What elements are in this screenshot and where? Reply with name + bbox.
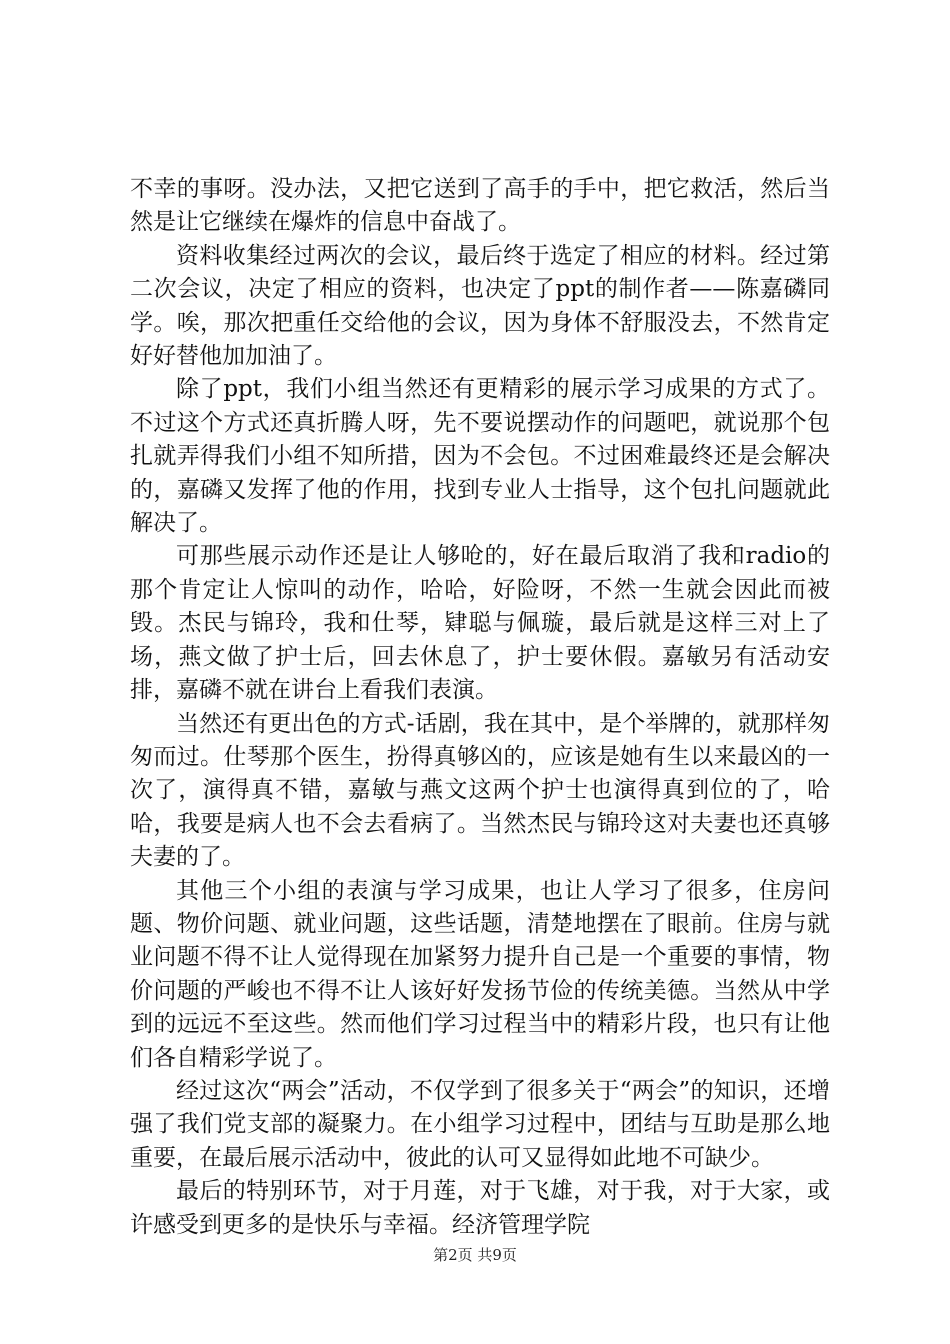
paragraph-2: 资料收集经过两次的会议，最后终于选定了相应的材料。经过第二次会议，决定了相应的资料，也决定了ppt的制作者——陈嘉磷同学。唉，那次把重任交给他的会议，因为身体不舒服没去，不然肯定好好替他加加油了。 bbox=[130, 242, 830, 370]
paragraph-1: 不幸的事呀。没办法，又把它送到了高手的手中，把它救活，然后当然是让它继续在爆炸的信息中奋战了。 bbox=[130, 176, 830, 236]
page-number-footer: 第2页 共9页 bbox=[433, 1246, 517, 1264]
paragraph-7: 经过这次“两会”活动，不仅学到了很多关于“两会”的知识，还增强了我们党支部的凝聚力。在小组学习过程中，团结与互助是那么地重要，在最后展示活动中，彼此的认可又显得如此地不可缺少。 bbox=[130, 1077, 830, 1171]
paragraph-5: 当然还有更出色的方式-话剧，我在其中，是个举牌的，就那样匆匆而过。仕琴那个医生，扮得真够凶的，应该是她有生以来最凶的一次了，演得真不错，嘉敏与燕文这两个护士也演得真到位的了，哈哈，我要是病人也不会去看病了。当然杰民与锦玲这对夫妻也还真够夫妻的了。 bbox=[130, 710, 830, 871]
paragraph-8: 最后的特别环节，对于月莲，对于飞雄，对于我，对于大家，或许感受到更多的是快乐与幸福。经济管理学院 bbox=[130, 1178, 830, 1238]
document-body bbox=[130, 173, 830, 1242]
paragraph-3: 除了ppt，我们小组当然还有更精彩的展示学习成果的方式了。不过这个方式还真折腾人呀，先不要说摆动作的问题吧，就说那个包扎就弄得我们小组不知所措，因为不会包。不过困难最终还是会解决的，嘉磷又发挥了他的作用，找到专业人士指导，这个包扎问题就此解决了。 bbox=[130, 376, 830, 537]
paragraph-4: 可那些展示动作还是让人够呛的，好在最后取消了我和radio的那个肯定让人惊叫的动作，哈哈，好险呀，不然一生就会因此而被毁。杰民与锦玲，我和仕琴，肄聪与佩璇，最后就是这样三对上了场，燕文做了护士后，回去休息了，护士要休假。嘉敏另有活动安排，嘉磷不就在讲台上看我们表演。 bbox=[130, 543, 830, 704]
paragraph-6: 其他三个小组的表演与学习成果，也让人学习了很多，住房问题、物价问题、就业问题，这些话题，清楚地摆在了眼前。住房与就业问题不得不让人觉得现在加紧努力提升自己是一个重要的事情，物价问题的严峻也不得不让人该好好发扬节俭的传统美德。当然从中学到的远远不至这些。然而他们学习过程当中的精彩片段，也只有让他们各自精彩学说了。 bbox=[130, 877, 830, 1071]
